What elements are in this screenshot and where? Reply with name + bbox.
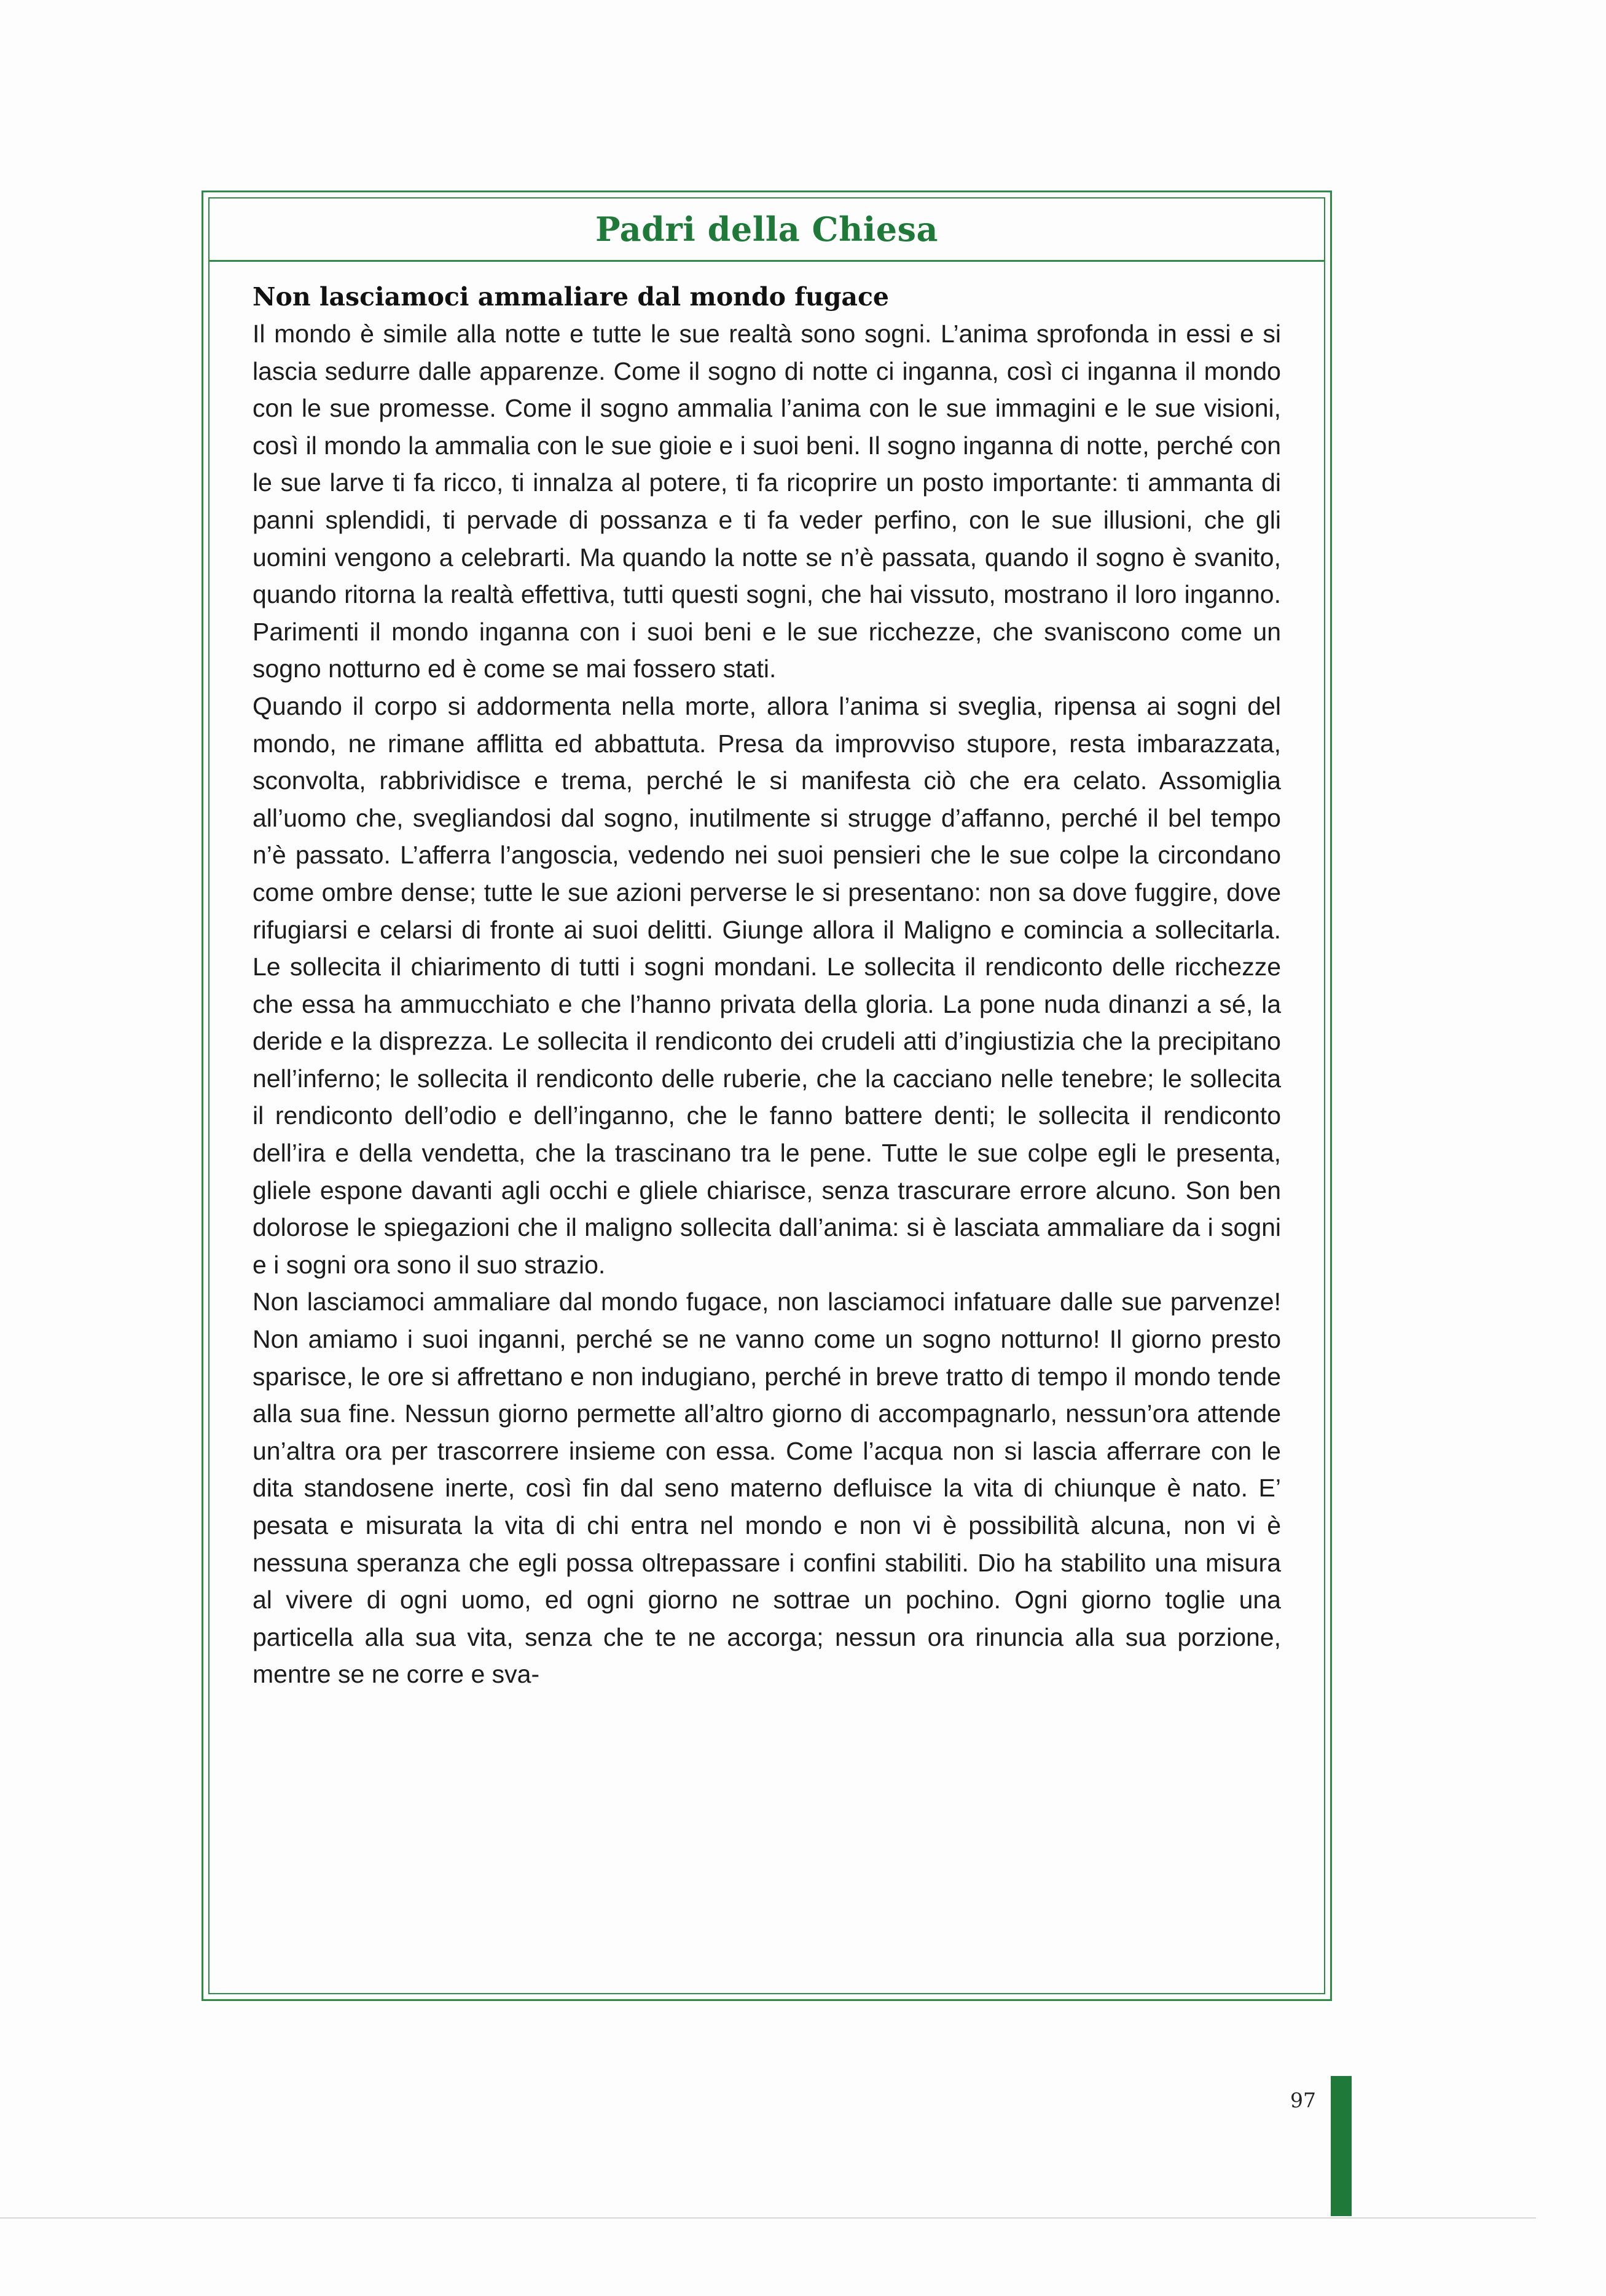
article-paragraph: Il mondo è simile alla notte e tutte le sue realtà sono sogni. L’anima sprofonda in essi e si lascia sedurre dalle apparenze. Come il sogno di notte ci inganna, così ci inganna il mondo con le sue promesse. Come il sogno ammalia l’anima con le sue immagini e le sue visioni, così il mondo la ammalia con le sue gioie e i suoi beni. Il sogno inganna di notte, perché con le sue larve ti fa ricco, ti innalza al potere, ti fa ricoprire un posto importante: ti ammanta di panni splendidi, ti pervade di possanza e ti fa veder perfino, con le sue illusioni, che gli uomini vengono a celebrarti. Ma quando la notte se n’è passata, quando il sogno è svanito, quando ritorna la realtà effettiva, tutti questi sogni, che hai vissuto, mostrano il loro inganno. Parimenti il mondo inganna con i suoi beni e le sue ricchezze, che svaniscono come un sogno notturno ed è come se mai fossero stati. [253,320,1281,683]
article [253,278,1281,1693]
text-box-inner-border [208,197,1325,1994]
article-paragraph: Non lasciamoci ammaliare dal mondo fugace, non lasciamoci infatuare dalle sue parvenze! Non amiamo i suoi inganni, perché se ne vanno come un sogno notturno! Il giorno presto sparisce, le ore si affrettano e non indugiano, perché in breve tratto di tempo il mondo tende alla sua fine. Nessun giorno permette all’altro giorno di accompagnarlo, nessun’ora attende un’altra ora per trascorrere insieme con essa. Come l’acqua non si lascia afferrare con le dita standosene inerte, così fin dal seno materno defluisce la vita di chiunque è nato. E’ pesata e misurata la vita di chi entra nel mondo e non vi è possibilità alcuna, non vi è nessuna speranza che egli possa oltrepassare i confini stabiliti. Dio ha stabilito una misura al vivere di ogni uomo, ed ogni giorno ne sottrae un pochino. Ogni giorno toglie una particella alla sua vita, senza che te ne accorga; nessun ora rinuncia alla sua porzione, mentre se ne corre e sva- [253,1288,1281,1689]
article-title: Non lasciamoci ammaliare dal mondo fugace [253,282,889,312]
section-title: Padri della Chiesa [595,210,939,249]
article-paragraph: Quando il corpo si addormenta nella morte, allora l’anima si sveglia, ripensa ai sogni del mondo, ne rimane afflitta ed abbattuta. Presa da improvviso stupore, resta imbarazzata, sconvolta, rabbrividisce e trema, perché le si manifesta ciò che era celato. Assomiglia all’uomo che, svegliandosi dal sogno, inutilmente si strugge d’affanno, perché il bel tempo n’è passato. L’afferra l’angoscia, vedendo nei suoi pensieri che le sue colpe la circondano come ombre dense; tutte le sue azioni perverse le si presentano: non sa dove fuggire, dove rifugiarsi e celarsi di fronte ai suoi delitti. Giunge allora il Maligno e comincia a sollecitarla. Le sollecita il chiarimento di tutti i sogni mondani. Le sollecita il rendiconto delle ricchezze che essa ha ammucchiato e che l’hanno privata della gloria. La pone nuda dinanzi a sé, la deride e la disprezza. Le sollecita il rendiconto dei crudeli atti d’ingiustizia che la precipitano nell’inferno; le sollecita il rendiconto delle ruberie, che la cacciano nelle tenebre; le sollecita il rendiconto dell’odio e dell’inganno, che le fanno battere denti; le sollecita il rendiconto dell’ira e della vendetta, che la trascinano tra le pene. Tutte le sue colpe egli le presenta, gliele espone davanti agli occhi e gliele chiarisce, senza trascurare errore alcuno. Son ben dolorose le spiegazioni che il maligno sollecita dall’anima: si è lasciata ammaliare da i sogni e i sogni ora sono il suo strazio. [253,691,1281,1279]
box-header [210,199,1324,262]
page-number: 97 [1290,2088,1316,2112]
page-marker-bar [1331,2076,1352,2216]
text-box [202,191,1332,2001]
bottom-divider [0,2217,1536,2219]
